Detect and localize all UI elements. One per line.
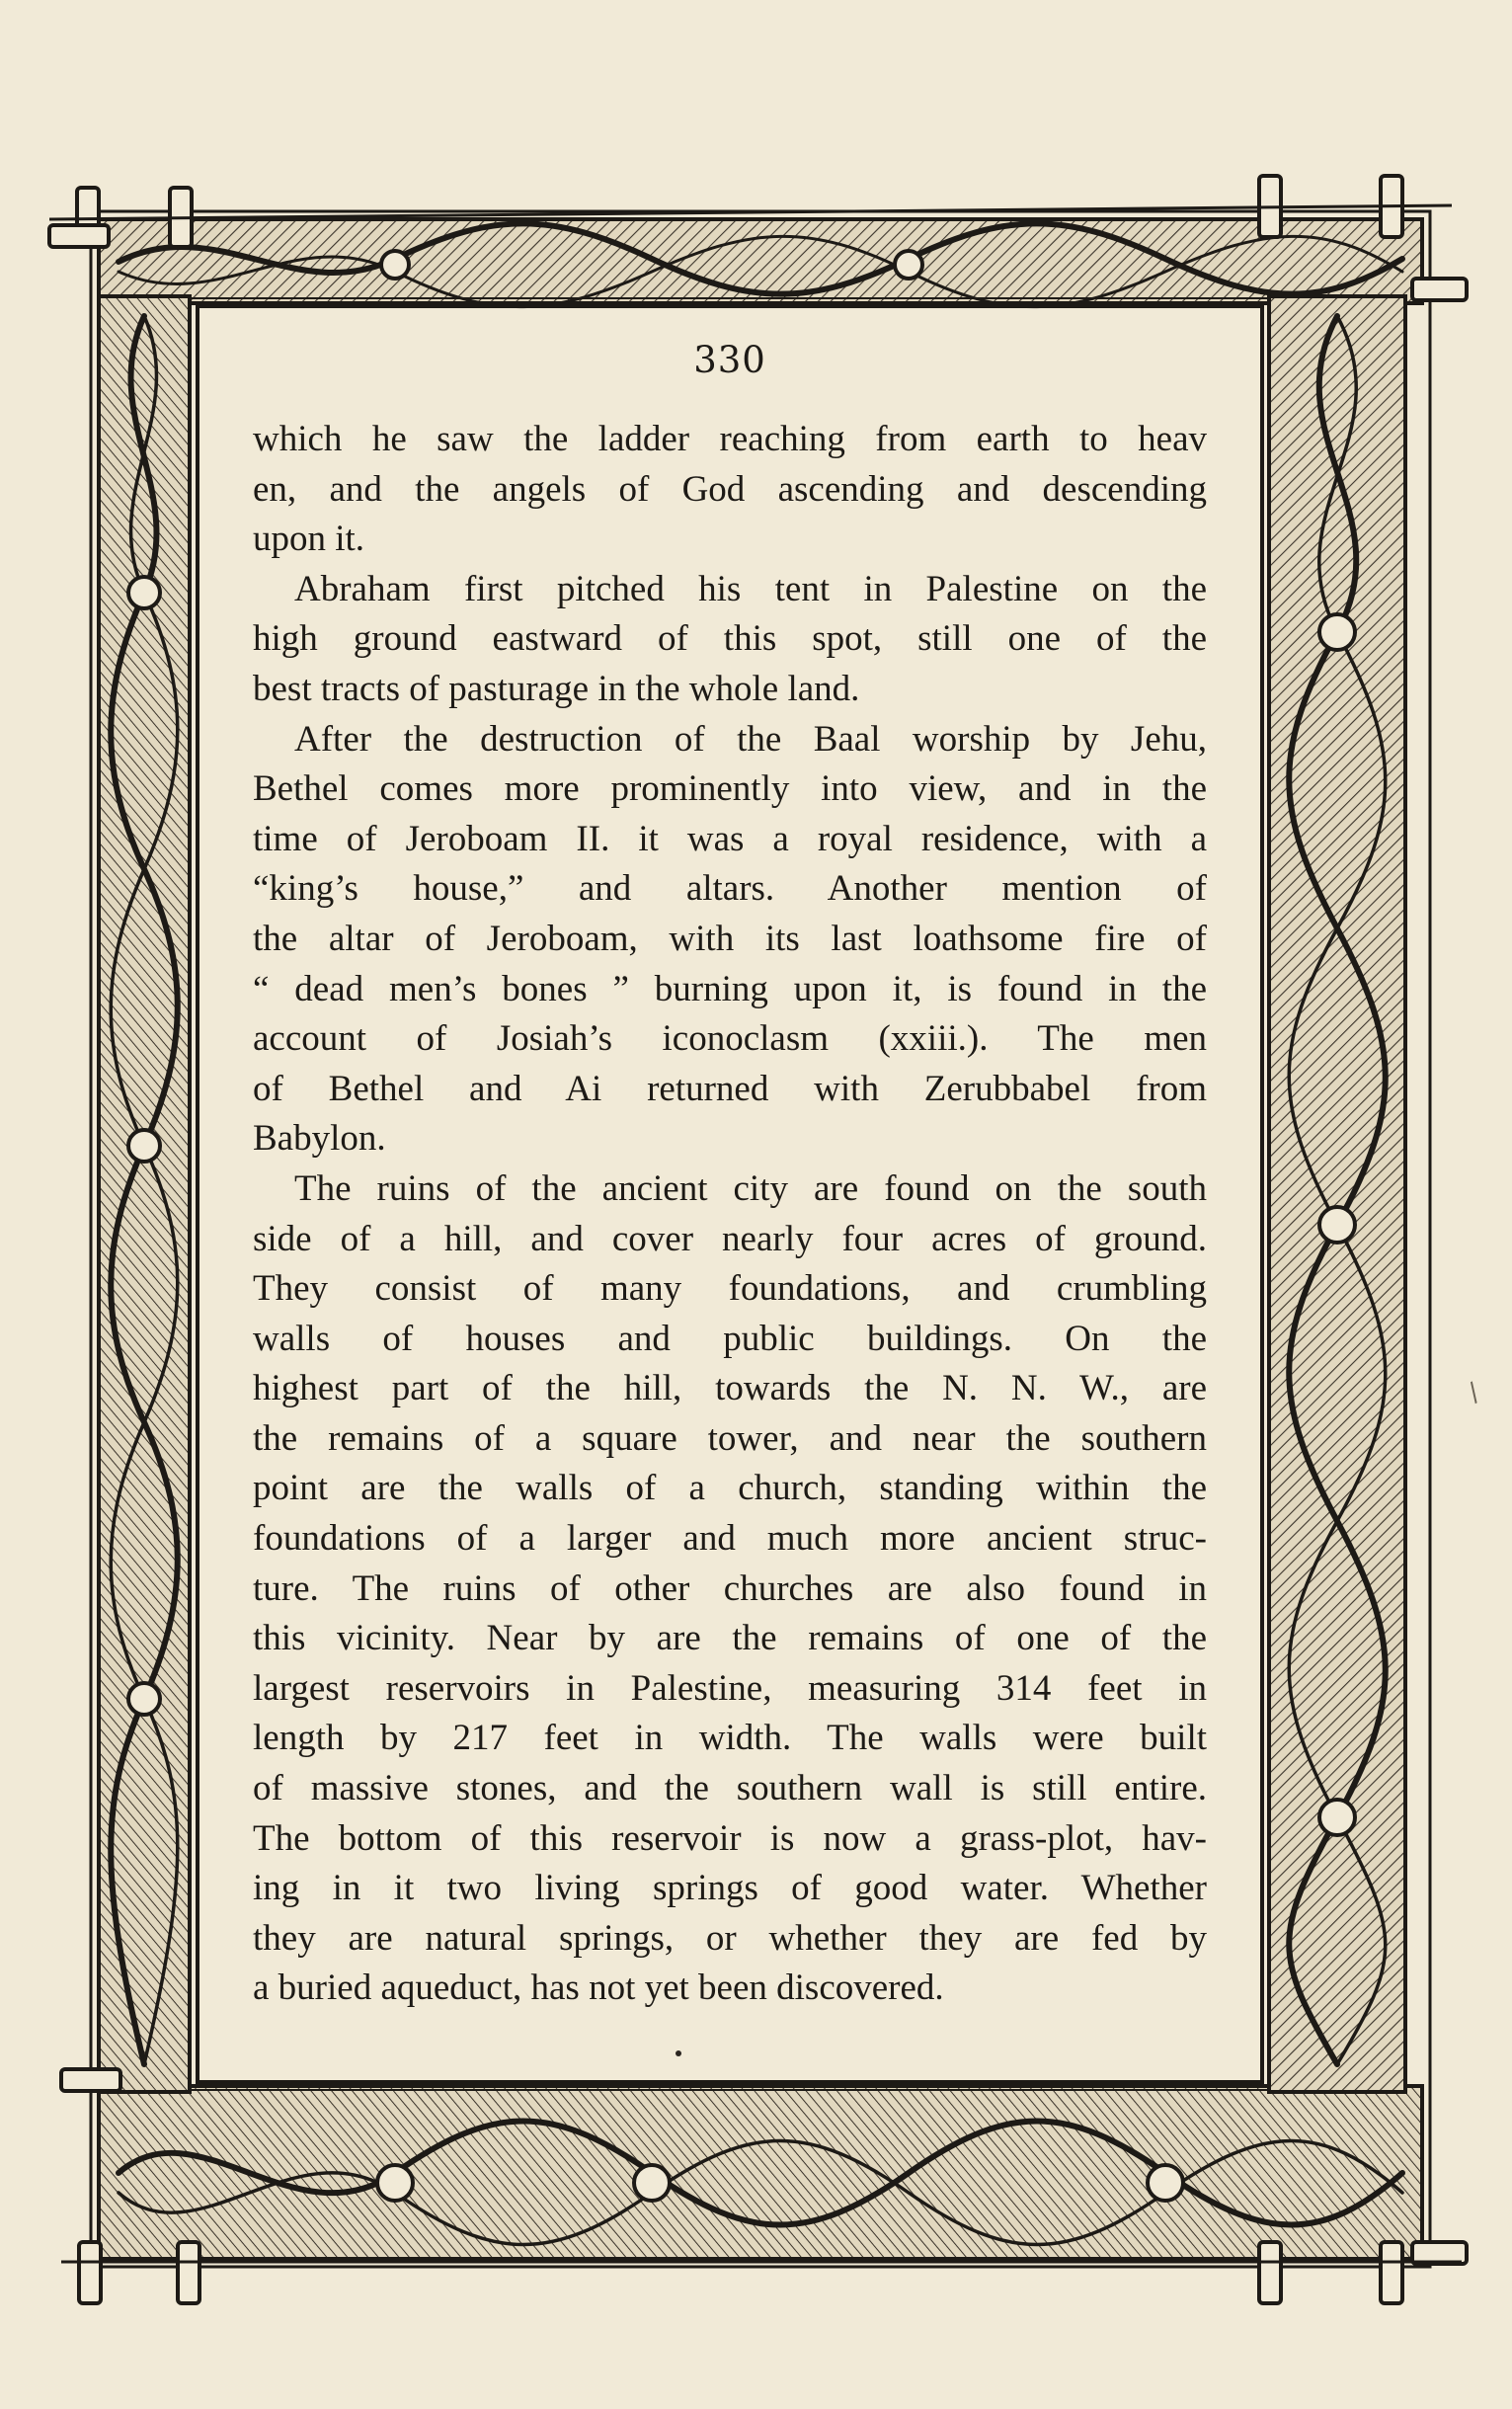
text-line: time of Jeroboam II. it was a royal residence, with a (253, 818, 1207, 859)
body-text (253, 415, 1207, 2014)
margin-mark: / (1463, 1377, 1485, 1408)
text-line: The bottom of this reservoir is now a grass-plot, hav- (253, 1817, 1207, 1859)
text-line: After the destruction of the Baal worship by Jehu, (294, 718, 1207, 760)
text-line: side of a hill, and cover nearly four acres of ground. (253, 1218, 1207, 1259)
text-line: upon it. (253, 519, 365, 560)
text-line: Bethel comes more prominently into view, and in the (253, 768, 1207, 810)
text-panel (253, 331, 1207, 2051)
text-line: this vicinity. Near by are the remains of one of the (253, 1618, 1207, 1659)
text-line: “ dead men’s bones ” burning upon it, is found in the (253, 968, 1207, 1009)
text-line: “king’s house,” and altars. Another mention of (253, 868, 1207, 910)
text-line: the altar of Jeroboam, with its last loathsome fire of (253, 918, 1207, 959)
text-line: of Bethel and Ai returned with Zerubbabel from (253, 1068, 1207, 1109)
page-number: 330 (693, 339, 766, 381)
text-line: account of Josiah’s iconoclasm (xxiii.). The men (253, 1018, 1207, 1060)
text-line: Babylon. (253, 1118, 386, 1160)
text-line: best tracts of pasturage in the whole land. (253, 668, 860, 709)
text-line: walls of houses and public buildings. On the (253, 1318, 1207, 1359)
text-line: highest part of the hill, towards the N. N. W., are (253, 1368, 1207, 1409)
text-line: ture. The ruins of other churches are also found in (253, 1567, 1207, 1609)
text-line: the remains of a square tower, and near the southern (253, 1417, 1207, 1459)
text-line: largest reservoirs in Palestine, measuring 314 feet in (253, 1667, 1207, 1709)
text-line: high ground eastward of this spot, still one of the (253, 618, 1207, 660)
text-line: which he saw the ladder reaching from earth to heav (253, 419, 1207, 459)
text-line: They consist of many foundations, and crumbling (253, 1268, 1207, 1310)
text-line: ing in it two living springs of good water. Whether (253, 1868, 1207, 1909)
text-line: point are the walls of a church, standing within the (253, 1468, 1207, 1509)
text-line: Abraham first pitched his tent in Palestine on the (294, 568, 1207, 609)
text-line: a buried aqueduct, has not yet been discovered. (253, 1967, 944, 2009)
text-line: they are natural springs, or whether they are fed by (253, 1917, 1207, 1959)
text-line: of massive stones, and the southern wall is still entire. (253, 1768, 1207, 1809)
text-line: The ruins of the ancient city are found on the south (294, 1167, 1207, 1209)
text-line: length by 217 feet in width. The walls were built (253, 1718, 1207, 1759)
ink-dot (676, 2050, 681, 2056)
text-line: en, and the angels of God ascending and descending (253, 468, 1207, 510)
text-line: foundations of a larger and much more ancient struc- (253, 1518, 1207, 1560)
